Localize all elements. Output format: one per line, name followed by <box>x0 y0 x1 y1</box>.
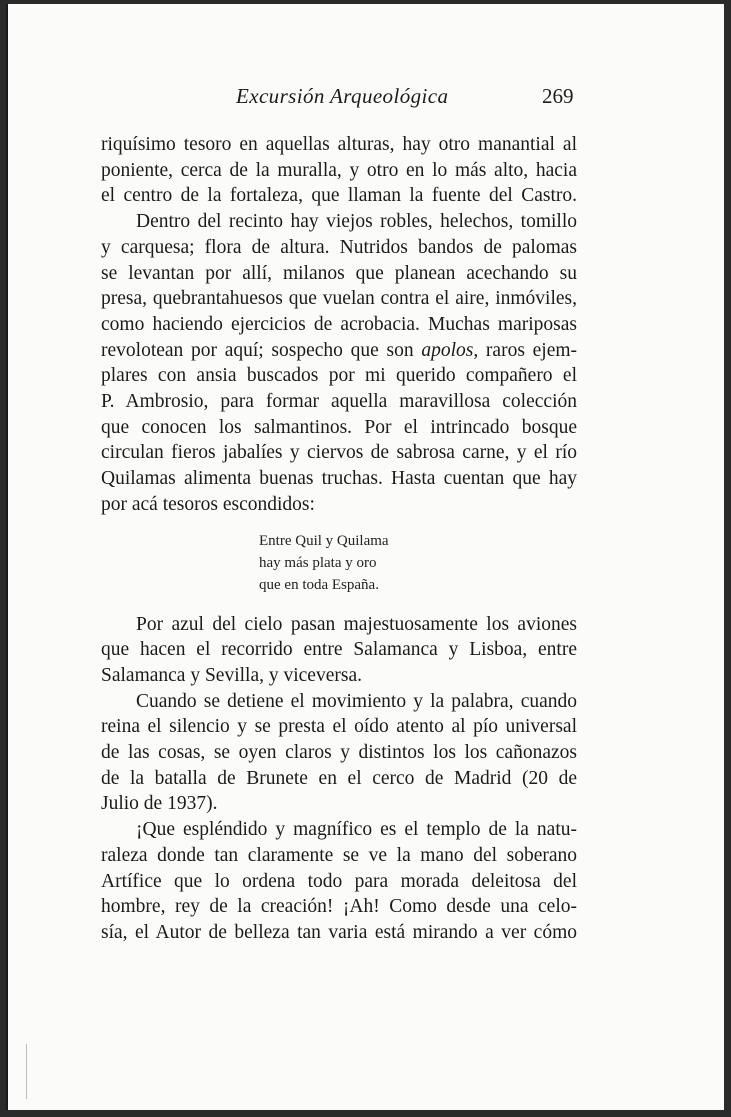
text-line: presa, quebrantahuesos que vuelan contra el aire, inmóviles, <box>101 288 577 310</box>
text-line: poniente, cerca de la muralla, y otro en lo más alto, hacia <box>101 159 577 181</box>
text-line: reina el silencio y se presta el oído atento al pío universal <box>101 716 577 738</box>
running-title: Excursión Arqueológica <box>236 84 449 108</box>
text-line: y carquesa; flora de altura. Nutridos bandos de palomas <box>101 236 577 258</box>
text-line: que conocen los salmantinos. Por el intrincado bosque <box>101 416 577 438</box>
text-line: se levantan por allí, milanos que planean acechando su <box>101 262 577 284</box>
text-line: Quilamas alimenta buenas truchas. Hasta cuentan que hay <box>101 468 577 490</box>
scan-artifact <box>26 1044 27 1099</box>
body-text <box>101 132 577 946</box>
text-fragment: revolotean por aquí; sospecho que son <box>101 339 414 361</box>
text-line-with-italic <box>101 338 577 364</box>
verse-block <box>101 530 577 596</box>
text-line: Por azul del cielo pasan majestuosamente los aviones <box>136 613 577 635</box>
paragraph-1 <box>101 132 577 209</box>
text-line: Dentro del recinto hay viejos robles, helechos, tomillo <box>136 211 577 233</box>
text-line: que hacen el recorrido entre Salamanca y Lisboa, entre <box>101 639 577 661</box>
paragraph-3 <box>101 612 577 689</box>
text-line: riquísimo tesoro en aquellas alturas, hay otro manantial al <box>101 134 577 155</box>
verse-line: que en toda España. <box>259 576 379 593</box>
text-line: ¡Que espléndido y magnífico es el templo de la natu- <box>136 819 577 841</box>
text-line: Julio de 1937). <box>101 793 218 815</box>
text-line: por acá tesoros escondidos: <box>101 493 315 515</box>
verse-line: hay más plata y oro <box>259 554 377 571</box>
text-line: circulan fieros jabalíes y ciervos de sabrosa carne, y el río <box>101 442 577 464</box>
text-line: el centro de la fortaleza, que llaman la fuente del Castro. <box>101 185 577 207</box>
text-line: sía, el Autor de belleza tan varia está mirando a ver cómo <box>101 921 577 943</box>
book-page <box>6 4 724 1110</box>
text-line: de la batalla de Brunete en el cerco de Madrid (20 de <box>101 767 577 789</box>
text-line: Artífice que lo ordena todo para morada deleitosa del <box>101 870 577 892</box>
text-line: P. Ambrosio, para formar aquella maravillosa colección <box>101 391 577 413</box>
text-line: como haciendo ejercicios de acrobacia. Muchas mariposas <box>101 313 577 335</box>
text-line: Cuando se detiene el movimiento y la palabra, cuando <box>136 690 577 712</box>
verse-spacer <box>101 596 577 612</box>
page-number: 269 <box>542 84 574 108</box>
text-line: plares con ansia buscados por mi querido compañero el <box>101 365 577 387</box>
text-line: hombre, rey de la creación! ¡Ah! Como desde una celo- <box>101 896 577 918</box>
paragraph-4 <box>101 689 577 818</box>
verse-line: Entre Quil y Quilama <box>259 532 389 549</box>
text-line: raleza donde tan claramente se ve la mano del soberano <box>101 844 577 866</box>
text-line: de las cosas, se oyen claros y distintos los los cañonazos <box>101 742 577 764</box>
text-fragment: raros ejem- <box>485 339 578 361</box>
paragraph-2 <box>101 209 577 517</box>
paragraph-5 <box>101 817 577 946</box>
italic-word: apolos, <box>421 339 479 361</box>
page-header <box>8 84 724 114</box>
text-line: Salamanca y Sevilla, y viceversa. <box>101 664 362 686</box>
